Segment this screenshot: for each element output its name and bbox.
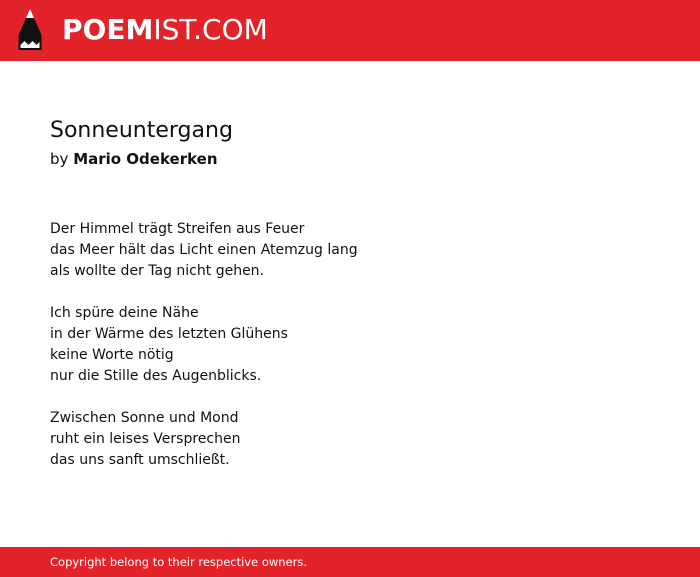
poem-author: Mario Odekerken: [73, 150, 218, 168]
poem-line: Ich spüre deine Nähe: [50, 305, 199, 321]
poem-line: als wollte der Tag nicht gehen.: [50, 263, 264, 279]
poem-line: nur die Stille des Augenblicks.: [50, 368, 262, 384]
copyright-notice: Copyright belong to their respective owners.: [50, 555, 308, 569]
poem-line: Zwischen Sonne und Mond: [50, 410, 239, 426]
logo-bold-part: POEM: [62, 13, 154, 46]
poem-line: Der Himmel trägt Streifen aus Feuer: [50, 221, 305, 237]
poem-stanza: [50, 303, 650, 387]
poem-title: Sonneuntergang: [50, 118, 233, 143]
site-footer: [0, 547, 700, 577]
site-logo-link[interactable]: [18, 9, 268, 51]
poem-line: ruht ein leises Versprechen: [50, 431, 241, 447]
site-logo-text: [62, 9, 268, 51]
site-header: [0, 0, 700, 61]
by-label: by: [50, 150, 69, 168]
pencil-logo-icon: [18, 9, 42, 51]
poem-line: das uns sanft umschließt.: [50, 452, 230, 468]
poem-line: keine Worte nötig: [50, 347, 174, 363]
logo-light-part: IST.COM: [153, 13, 268, 46]
poem-byline: [50, 149, 218, 169]
poem-line: das Meer hält das Licht einen Atemzug lang: [50, 242, 358, 258]
poem-body: [50, 219, 650, 492]
poem-line: in der Wärme des letzten Glühens: [50, 326, 288, 342]
poem-stanza: [50, 219, 650, 282]
poem-stanza: [50, 408, 650, 471]
